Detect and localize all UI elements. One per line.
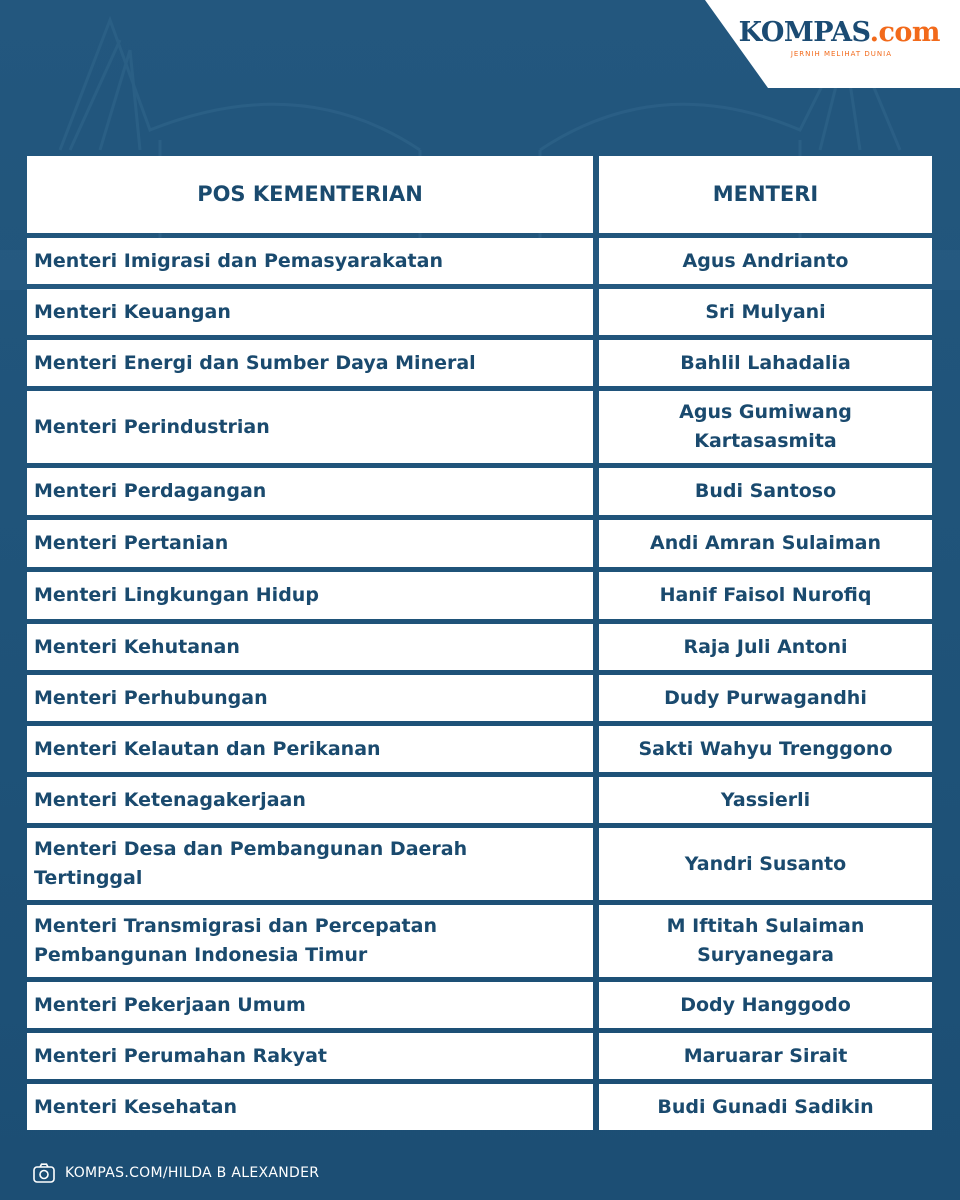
position-cell: Menteri Imigrasi dan Pemasyarakatan [27, 238, 593, 284]
position-cell: Menteri Kelautan dan Perikanan [27, 726, 593, 772]
position-cell: Menteri Kesehatan [27, 1084, 593, 1130]
logo-tagline: JERNIH MELIHAT DUNIA [790, 50, 892, 58]
table-row [27, 828, 932, 900]
position-cell: Menteri Pekerjaan Umum [27, 982, 593, 1028]
table-row [27, 675, 932, 721]
table-row [27, 777, 932, 823]
table-row [27, 905, 932, 977]
minister-cell: Maruarar Sirait [599, 1033, 932, 1079]
table-header-row [27, 156, 932, 233]
photo-credit [33, 1163, 319, 1183]
minister-cell: Agus Andrianto [599, 238, 932, 284]
position-cell: Menteri Perumahan Rakyat [27, 1033, 593, 1079]
minister-cell: Andi Amran Sulaiman [599, 520, 932, 567]
minister-cell: M Iftitah Sulaiman Suryanegara [599, 905, 932, 977]
table-row [27, 520, 932, 567]
minister-cell: Bahlil Lahadalia [599, 340, 932, 386]
table-row [27, 726, 932, 772]
table-row [27, 468, 932, 515]
table-row [27, 1033, 932, 1079]
table-row [27, 289, 932, 335]
minister-cell: Budi Gunadi Sadikin [599, 1084, 932, 1130]
header-minister: MENTERI [599, 156, 932, 233]
logo-main-text: KOMPAS [738, 17, 870, 48]
position-cell: Menteri Kehutanan [27, 624, 593, 670]
minister-cell: Dudy Purwagandhi [599, 675, 932, 721]
kompas-logo [739, 18, 940, 58]
ministers-table [27, 156, 932, 1135]
logo-domain-text: .com [869, 17, 940, 48]
position-cell: Menteri Perhubungan [27, 675, 593, 721]
table-row [27, 624, 932, 670]
table-row [27, 572, 932, 619]
minister-cell: Sakti Wahyu Trenggono [599, 726, 932, 772]
position-cell: Menteri Keuangan [27, 289, 593, 335]
minister-cell: Budi Santoso [599, 468, 932, 515]
position-cell: Menteri Perdagangan [27, 468, 593, 515]
minister-cell: Yandri Susanto [599, 828, 932, 900]
minister-cell: Yassierli [599, 777, 932, 823]
position-cell: Menteri Energi dan Sumber Daya Mineral [27, 340, 593, 386]
position-cell: Menteri Ketenagakerjaan [27, 777, 593, 823]
table-row [27, 1084, 932, 1130]
table-row [27, 340, 932, 386]
minister-cell: Dody Hanggodo [599, 982, 932, 1028]
camera-icon [33, 1163, 55, 1183]
credit-text: KOMPAS.COM/HILDA B ALEXANDER [65, 1165, 320, 1181]
position-cell: Menteri Transmigrasi dan Percepatan Pembangunan Indonesia Timur [27, 905, 593, 977]
minister-cell: Agus Gumiwang Kartasasmita [599, 391, 932, 463]
header-position: POS KEMENTERIAN [27, 156, 593, 233]
position-cell: Menteri Lingkungan Hidup [27, 572, 593, 619]
minister-cell: Hanif Faisol Nurofiq [599, 572, 932, 619]
table-row [27, 391, 932, 463]
table-row [27, 238, 932, 284]
position-cell: Menteri Perindustrian [27, 391, 593, 463]
table-row [27, 982, 932, 1028]
position-cell: Menteri Pertanian [27, 520, 593, 567]
minister-cell: Sri Mulyani [599, 289, 932, 335]
position-cell: Menteri Desa dan Pembangunan Daerah Tertinggal [27, 828, 593, 900]
minister-cell: Raja Juli Antoni [599, 624, 932, 670]
